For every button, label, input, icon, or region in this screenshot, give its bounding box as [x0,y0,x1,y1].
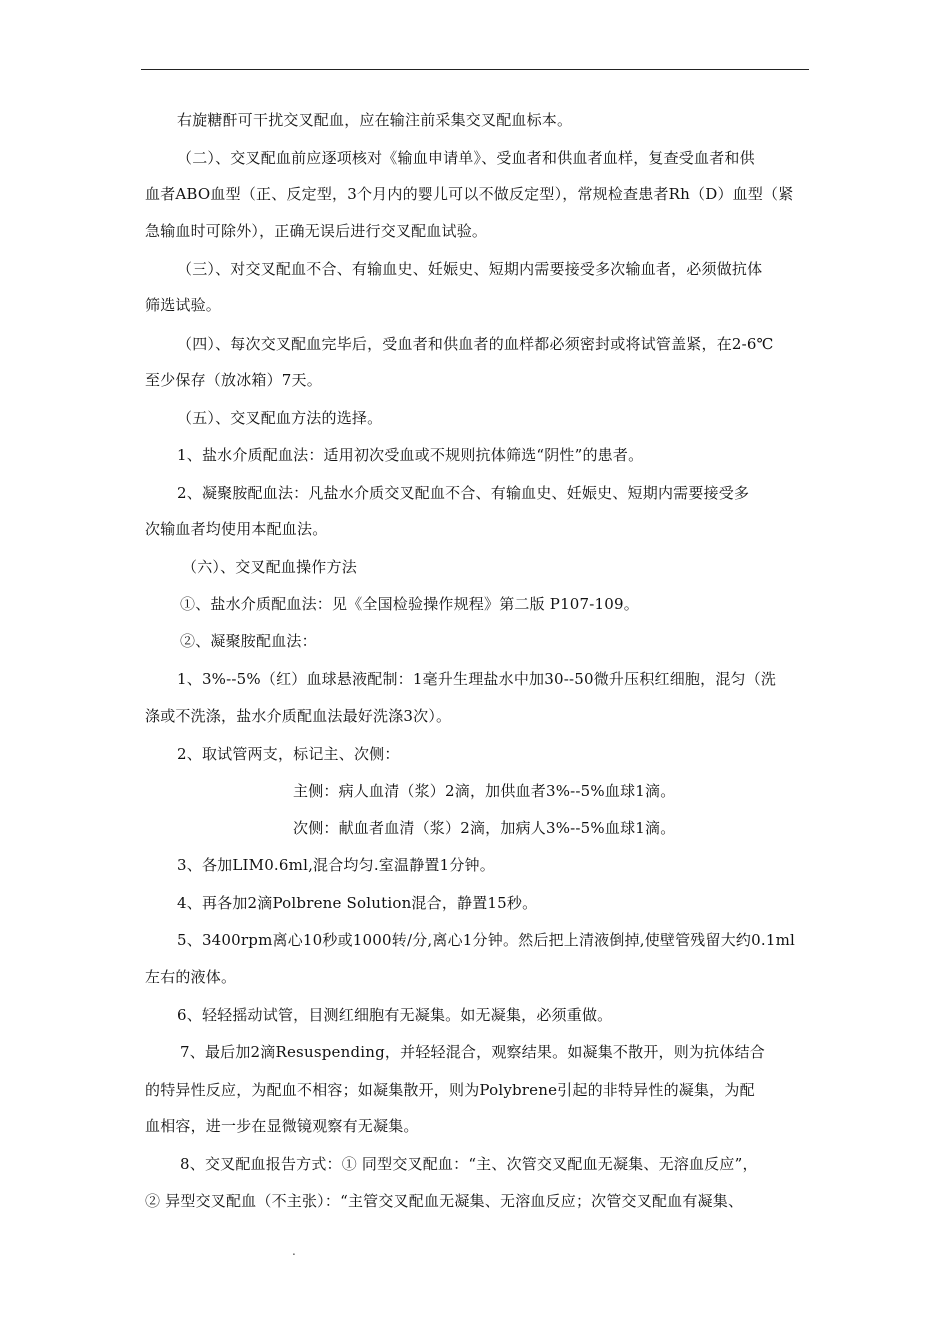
text-line: 2、取试管两支，标记主、次侧： [177,745,400,763]
text-line: 5、3400rpm离心10秒或1000转/分,离心1分钟。然后把上清液倒掉,使壁管残留大约0.1ml [177,931,795,949]
text-line: 筛选试验。 [145,296,222,314]
text-line: （五）、交叉配血方法的选择。 [177,409,383,427]
text-line: 至少保存（放冰箱）7天。 [145,371,322,389]
text-line: 左右的液体。 [145,968,237,986]
text-line: （六）、交叉配血操作方法 [182,558,357,576]
text-line: ② 异型交叉配血（不主张）：“主管交叉配血无凝集、无溶血反应；次管交叉配血有凝集、 [145,1192,744,1210]
text-line: ②、凝聚胺配血法： [180,632,317,650]
text-line: 3、各加LIM0.6ml,混合均匀.室温静置1分钟。 [177,856,495,874]
text-line: 1、盐水介质配血法：适用初次受血或不规则抗体筛选“阴性”的患者。 [177,446,644,464]
text-line: （三）、对交叉配血不合、有输血史、妊娠史、短期内需要接受多次输血者，必须做抗体 [177,260,763,278]
text-line: 的特异性反应，为配血不相容；如凝集散开，则为Polybrene引起的非特异性的凝集，为配 [145,1081,755,1099]
text-line: 急输血时可除外），正确无误后进行交叉配血试验。 [145,222,488,240]
text-line: ①、盐水介质配血法：见《全国检验操作规程》第二版 P107-109。 [180,595,639,613]
text-line: 1、3%--5%（红）血球悬液配制：1毫升生理盐水中加30--50微升压积红细胞，混匀（洗 [177,670,777,688]
text-line: 8、交叉配血报告方式：① 同型交叉配血：“主、次管交叉配血无凝集、无溶血反应”， [180,1155,758,1173]
text-line: 次侧：献血者血清（浆）2滴，加病人3%--5%血球1滴。 [293,819,676,837]
text-line: 血者ABO血型（正、反定型，3个月内的婴儿可以不做反定型），常规检查患者Rh（D）血型（紧 [145,185,794,203]
text-line: （二）、交叉配血前应逐项核对《输血申请单》、受血者和供血者血样，复查受血者和供 [177,149,755,167]
text-line: 2、凝聚胺配血法：凡盐水介质交叉配血不合、有输血史、妊娠史、短期内需要接受多 [177,484,750,502]
text-line: 涤或不洗涤，盐水介质配血法最好洗涤3次）。 [145,707,452,725]
text-line: 4、再各加2滴Polbrene Solution混合，静置15秒。 [177,894,538,912]
text-line: （四）、每次交叉配血完毕后，受血者和供血者的血样都必须密封或将试管盖紧，在2-6℃ [177,335,774,353]
text-line: 主侧：病人血清（浆）2滴，加供血者3%--5%血球1滴。 [293,782,676,800]
text-line: 血相容，进一步在显微镜观察有无凝集。 [145,1117,419,1135]
header-rule [141,69,809,70]
page-footer-mark: . [292,1244,296,1258]
text-line: 次输血者均使用本配血法。 [145,520,328,538]
text-line: 7、最后加2滴Resuspending，并轻轻混合，观察结果。如凝集不散开，则为抗体结合 [180,1043,765,1061]
text-line: 6、轻轻摇动试管，目测红细胞有无凝集。如无凝集，必须重做。 [177,1006,613,1024]
text-line: 右旋糖酐可干扰交叉配血，应在输注前采集交叉配血标本。 [177,111,573,129]
